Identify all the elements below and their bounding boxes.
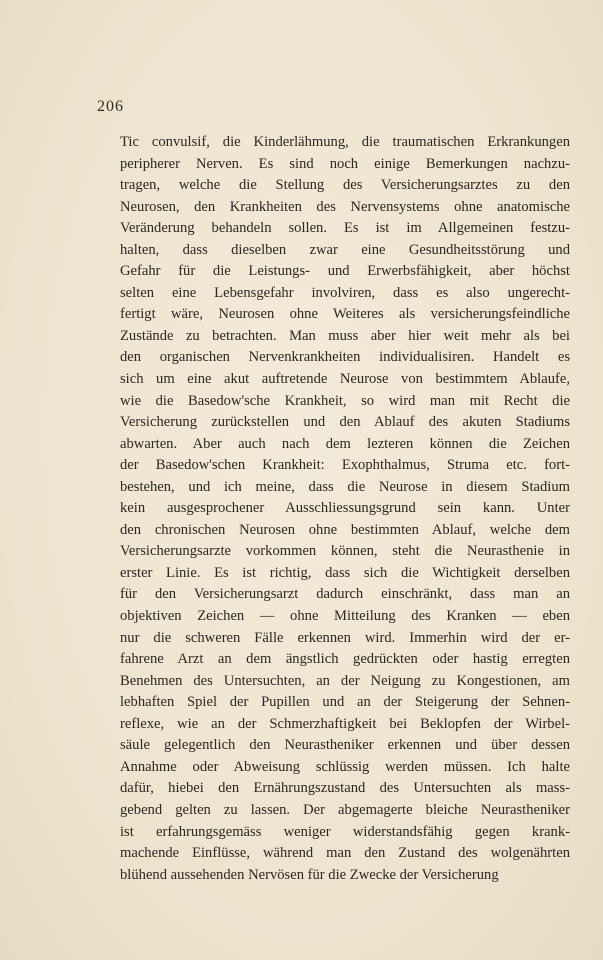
text-line: Benehmen des Untersuchten, an der Neigung zu Kongestionen, am xyxy=(120,672,570,689)
text-line: sich um eine akut auftretende Neurose von bestimmtem Ablaufe, xyxy=(120,371,570,388)
text-line: fertigt wäre, Neurosen ohne Weiteres als versicherungsfeindliche xyxy=(120,306,570,323)
text-line: Annahme oder Abweisung schlüssig werden müssen. Ich halte xyxy=(120,758,570,775)
text-line: blühend aussehenden Nervösen für die Zwecke der Versicherung xyxy=(120,866,499,883)
text-line: halten, dass dieselben zwar eine Gesundheitsstörung und xyxy=(120,241,570,258)
text-line: erster Linie. Es ist richtig, dass sich die Wichtigkeit derselben xyxy=(120,564,570,581)
text-line: Gefahr für die Leistungs- und Erwerbsfähigkeit, aber höchst xyxy=(120,263,570,280)
text-line: peripherer Nerven. Es sind noch einige Bemerkungen nachzu- xyxy=(120,155,570,172)
text-line: Neurosen, den Krankheiten des Nervensystems ohne anatomische xyxy=(120,198,570,215)
text-line: machende Einflüsse, während man den Zustand des wolgenährten xyxy=(120,845,570,862)
page-number: 206 xyxy=(97,98,124,115)
text-line: fahrene Arzt an dem ängstlich gedrückten oder hastig erregten xyxy=(120,651,570,668)
text-line: für den Versicherungsarzt dadurch einschränkt, dass man an xyxy=(120,586,570,603)
text-line: lebhaften Spiel der Pupillen und an der Steigerung der Sehnen- xyxy=(120,694,570,711)
text-line: Veränderung behandeln sollen. Es ist im Allgemeinen festzu- xyxy=(120,220,570,237)
text-line: selten eine Lebensgefahr involviren, dass es also ungerecht- xyxy=(120,284,570,301)
text-line: kein ausgesprochener Ausschliessungsgrund sein kann. Unter xyxy=(120,500,570,517)
text-line: bestehen, und ich meine, dass die Neurose in diesem Stadium xyxy=(120,478,570,495)
text-line: wie die Basedow'sche Krankheit, so wird man mit Recht die xyxy=(120,392,570,409)
text-line: der Basedow'schen Krankheit: Exophthalmus, Struma etc. fort- xyxy=(120,457,570,474)
text-line: den organischen Nervenkrankheiten individualisiren. Handelt es xyxy=(120,349,570,366)
text-line: objektiven Zeichen — ohne Mitteilung des Kranken — eben xyxy=(120,608,570,625)
text-line: reflexe, wie an der Schmerzhaftigkeit bei Beklopfen der Wirbel- xyxy=(120,715,570,732)
text-line: Versicherungsarzte vorkommen können, steht die Neurasthenie in xyxy=(120,543,570,560)
text-line: abwarten. Aber auch nach dem lezteren können die Zeichen xyxy=(120,435,570,452)
text-line: gebend gelten zu lassen. Der abgemagerte bleiche Neurastheniker xyxy=(120,801,570,818)
text-line: ist erfahrungsgemäss weniger widerstandsfähig gegen krank- xyxy=(120,823,570,840)
text-line: Tic convulsif, die Kinderlähmung, die traumatischen Erkrankungen xyxy=(120,134,570,150)
body-text xyxy=(120,132,570,886)
text-line: nur die schweren Fälle erkennen wird. Immerhin wird der er- xyxy=(120,629,570,646)
text-line: Versicherung zurückstellen und den Ablauf des akuten Stadiums xyxy=(120,414,570,431)
text-line: tragen, welche die Stellung des Versicherungsarztes zu den xyxy=(120,177,570,194)
text-line: Zustände zu betrachten. Man muss aber hier weit mehr als bei xyxy=(120,327,570,344)
text-line: den chronischen Neurosen ohne bestimmten Ablauf, welche dem xyxy=(120,521,570,538)
text-line: säule gelegentlich den Neurastheniker erkennen und über dessen xyxy=(120,737,570,754)
text-line: dafür, hiebei den Ernährungszustand des Untersuchten als mass- xyxy=(120,780,570,797)
